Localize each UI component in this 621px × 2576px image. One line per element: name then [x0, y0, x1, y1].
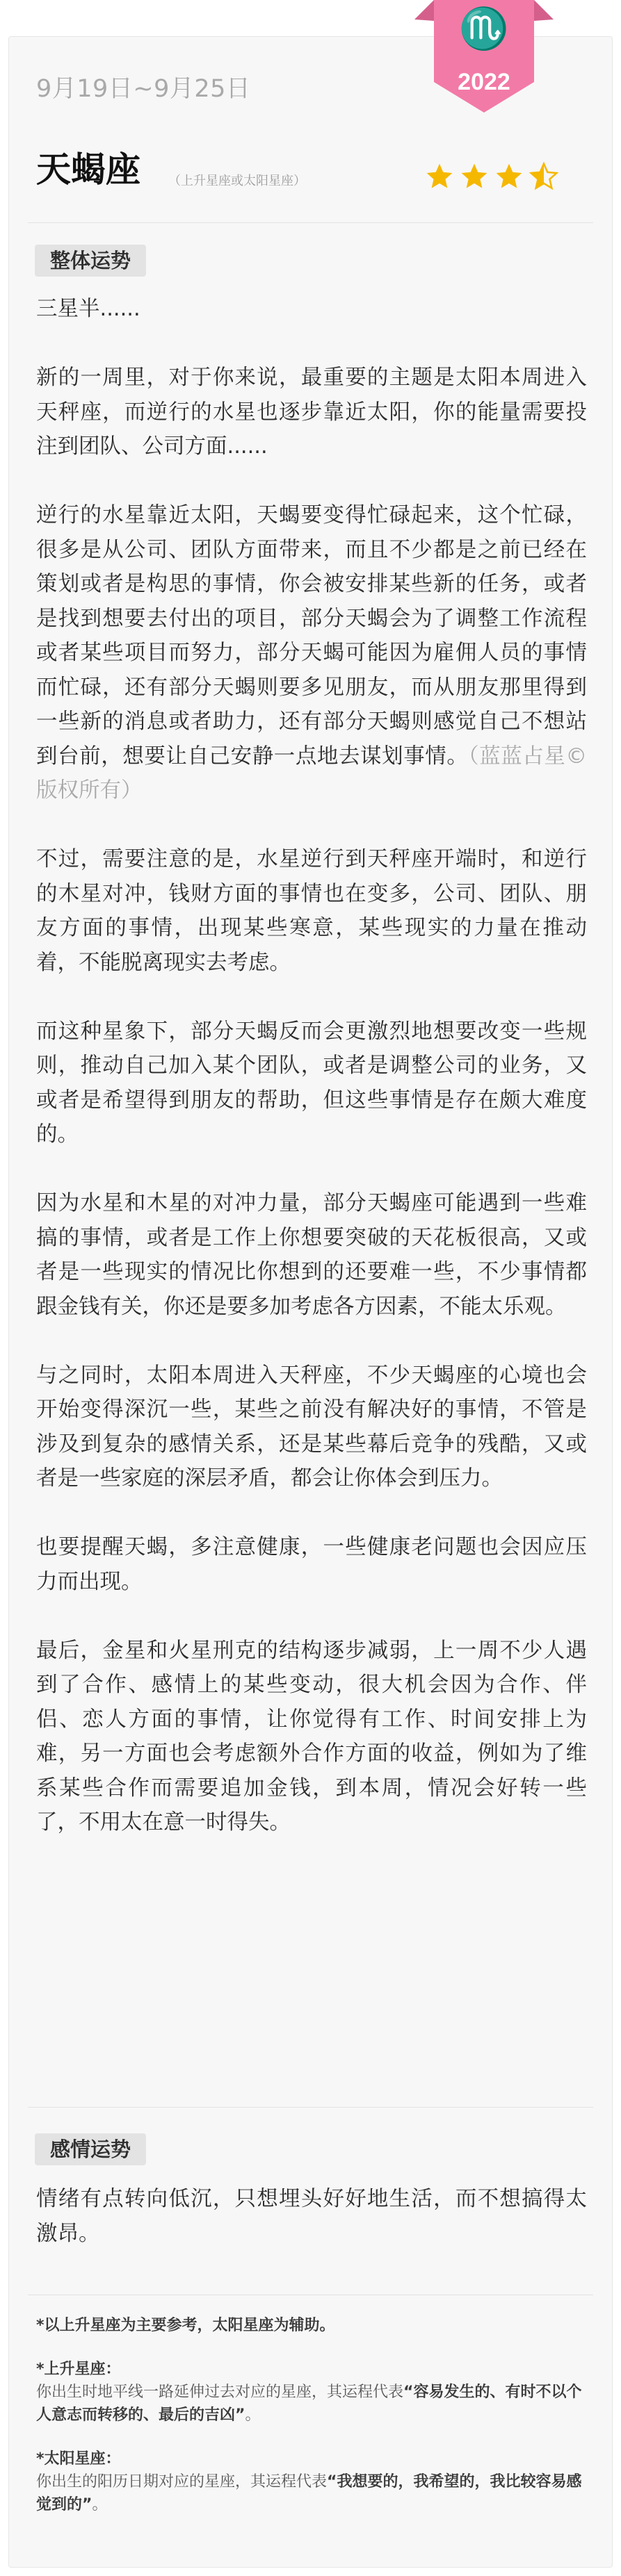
- star-half-icon: [529, 161, 559, 192]
- badge-year: 2022: [458, 69, 510, 95]
- overall-paragraph: 与之同时，太阳本周进入天秤座，不少天蝎座的心境也会开始变得深沉一些，某些之前没有解决好的事情，不管是涉及到复杂的感情关系，还是某些幕后竞争的残酷，又或者是一些家庭的深层矛盾，都会让你体会到压力。: [36, 1363, 587, 1491]
- sign-subtitle: （上升星座或太阳星座）: [168, 174, 306, 188]
- note-main: *以上升星座为主要参考，太阳星座为辅助。: [36, 2317, 335, 2334]
- overall-paragraph: 新的一周里，对于你来说，最重要的主题是太阳本周进入天秤座，而逆行的水星也逐步靠近太阳，你的能量需要投注到团队、公司方面......: [36, 366, 587, 459]
- note-sun-body: 你出生的阳历日期对应的星座，其运程代表: [36, 2473, 328, 2491]
- overall-paragraph-text: 逆行的水星靠近太阳，天蝎要变得忙碌起来，这个忙碌，很多是从公司、团队方面带来，而且不少都是之前已经在策划或者是构思的事情，你会被安排某些新的任务，或者是找到想要去付出的项目，部分天蝎会为了调整工作流程或者某些项目而努力，部分天蝎可能因为雇佣人员的事情而忙碌，还有部分天蝎则要多见朋友，而从朋友那里得到一些新的消息或者助力，还有部分天蝎则感觉自己不想站到台前，想要让自己安静一点地去谋划事情。: [36, 503, 587, 769]
- copyright-note: （蓝蓝占星©版权所有）: [36, 744, 588, 803]
- love-paragraph: 情绪有点转向低沉，只想埋头好好地生活，而不想搞得太激昂。: [36, 2187, 587, 2246]
- note-ascendant-head: *上升星座：: [36, 2361, 121, 2378]
- star-full-icon: [494, 161, 524, 192]
- note-sun-head: *太阳星座：: [36, 2450, 121, 2468]
- date-range: 9月19日~9月25日: [36, 75, 251, 103]
- star-full-icon: [459, 161, 490, 192]
- overall-text: [36, 292, 587, 1840]
- overall-paragraph: 也要提醒天蝎，多注意健康，一些健康老问题也会因应压力而出现。: [36, 1535, 587, 1594]
- overall-paragraph: 最后，金星和火星刑克的结构逐步减弱，上一周不少人遇到了合作、感情上的某些变动，很大机会因为合作、伴侣、恋人方面的事情，让你觉得有工作、时间安排上为难，另一方面也会考虑额外合作方面的收益，例如为了维系某些合作而需要追加金钱，到本周，情况会好转一些了，不用太在意一时得失。: [36, 1638, 587, 1835]
- footnotes: [36, 2314, 587, 2537]
- note-ascendant-body: 你出生时地平线一路延伸过去对应的星座，其运程代表: [36, 2384, 404, 2401]
- love-text: [36, 2182, 587, 2251]
- note-ascendant-quote: “容易发生的、有时不以个人意志而转移的、最后的吉凶”: [36, 2384, 582, 2424]
- divider: [28, 2107, 593, 2108]
- divider: [28, 222, 593, 223]
- note-sun: [36, 2447, 587, 2516]
- sign-title: 天蝎座: [36, 149, 140, 190]
- overall-paragraph: 而这种星象下，部分天蝎反而会更激烈地想要改变一些规则，推动自己加入某个团队，或者是调整公司的业务，又或者是希望得到朋友的帮助，但这些事情是存在颇大难度的。: [36, 1019, 587, 1147]
- note-sun-quote: “我想要的，我希望的，我比较容易感觉到的”: [36, 2473, 582, 2513]
- section-tag-overall: 整体运势: [35, 245, 146, 277]
- overall-paragraph: 三星半......: [36, 297, 140, 321]
- note-ascendant: [36, 2358, 587, 2427]
- zodiac-badge: [414, 0, 554, 113]
- note-ascendant-end: 。: [245, 2406, 261, 2424]
- scorpio-symbol-icon: ♏: [458, 5, 510, 52]
- star-full-icon: [424, 161, 455, 192]
- note-sun-end: 。: [92, 2496, 108, 2513]
- overall-paragraph: [36, 498, 587, 808]
- section-tag-love: 感情运势: [35, 2133, 146, 2165]
- overall-paragraph: 不过，需要注意的是，水星逆行到天秤座开端时，和逆行的木星对冲，钱财方面的事情也在变多，公司、团队、朋友方面的事情，出现某些寒意，某些现实的力量在推动着，不能脱离现实去考虑。: [36, 847, 587, 975]
- rating-stars: [424, 161, 559, 193]
- overall-paragraph: 因为水星和木星的对冲力量，部分天蝎座可能遇到一些难搞的事情，或者是工作上你想要突破的天花板很高，又或者是一些现实的情况比你想到的还要难一些，不少事情都跟金钱有关，你还是要多加考虑各方因素，不能太乐观。: [36, 1191, 587, 1319]
